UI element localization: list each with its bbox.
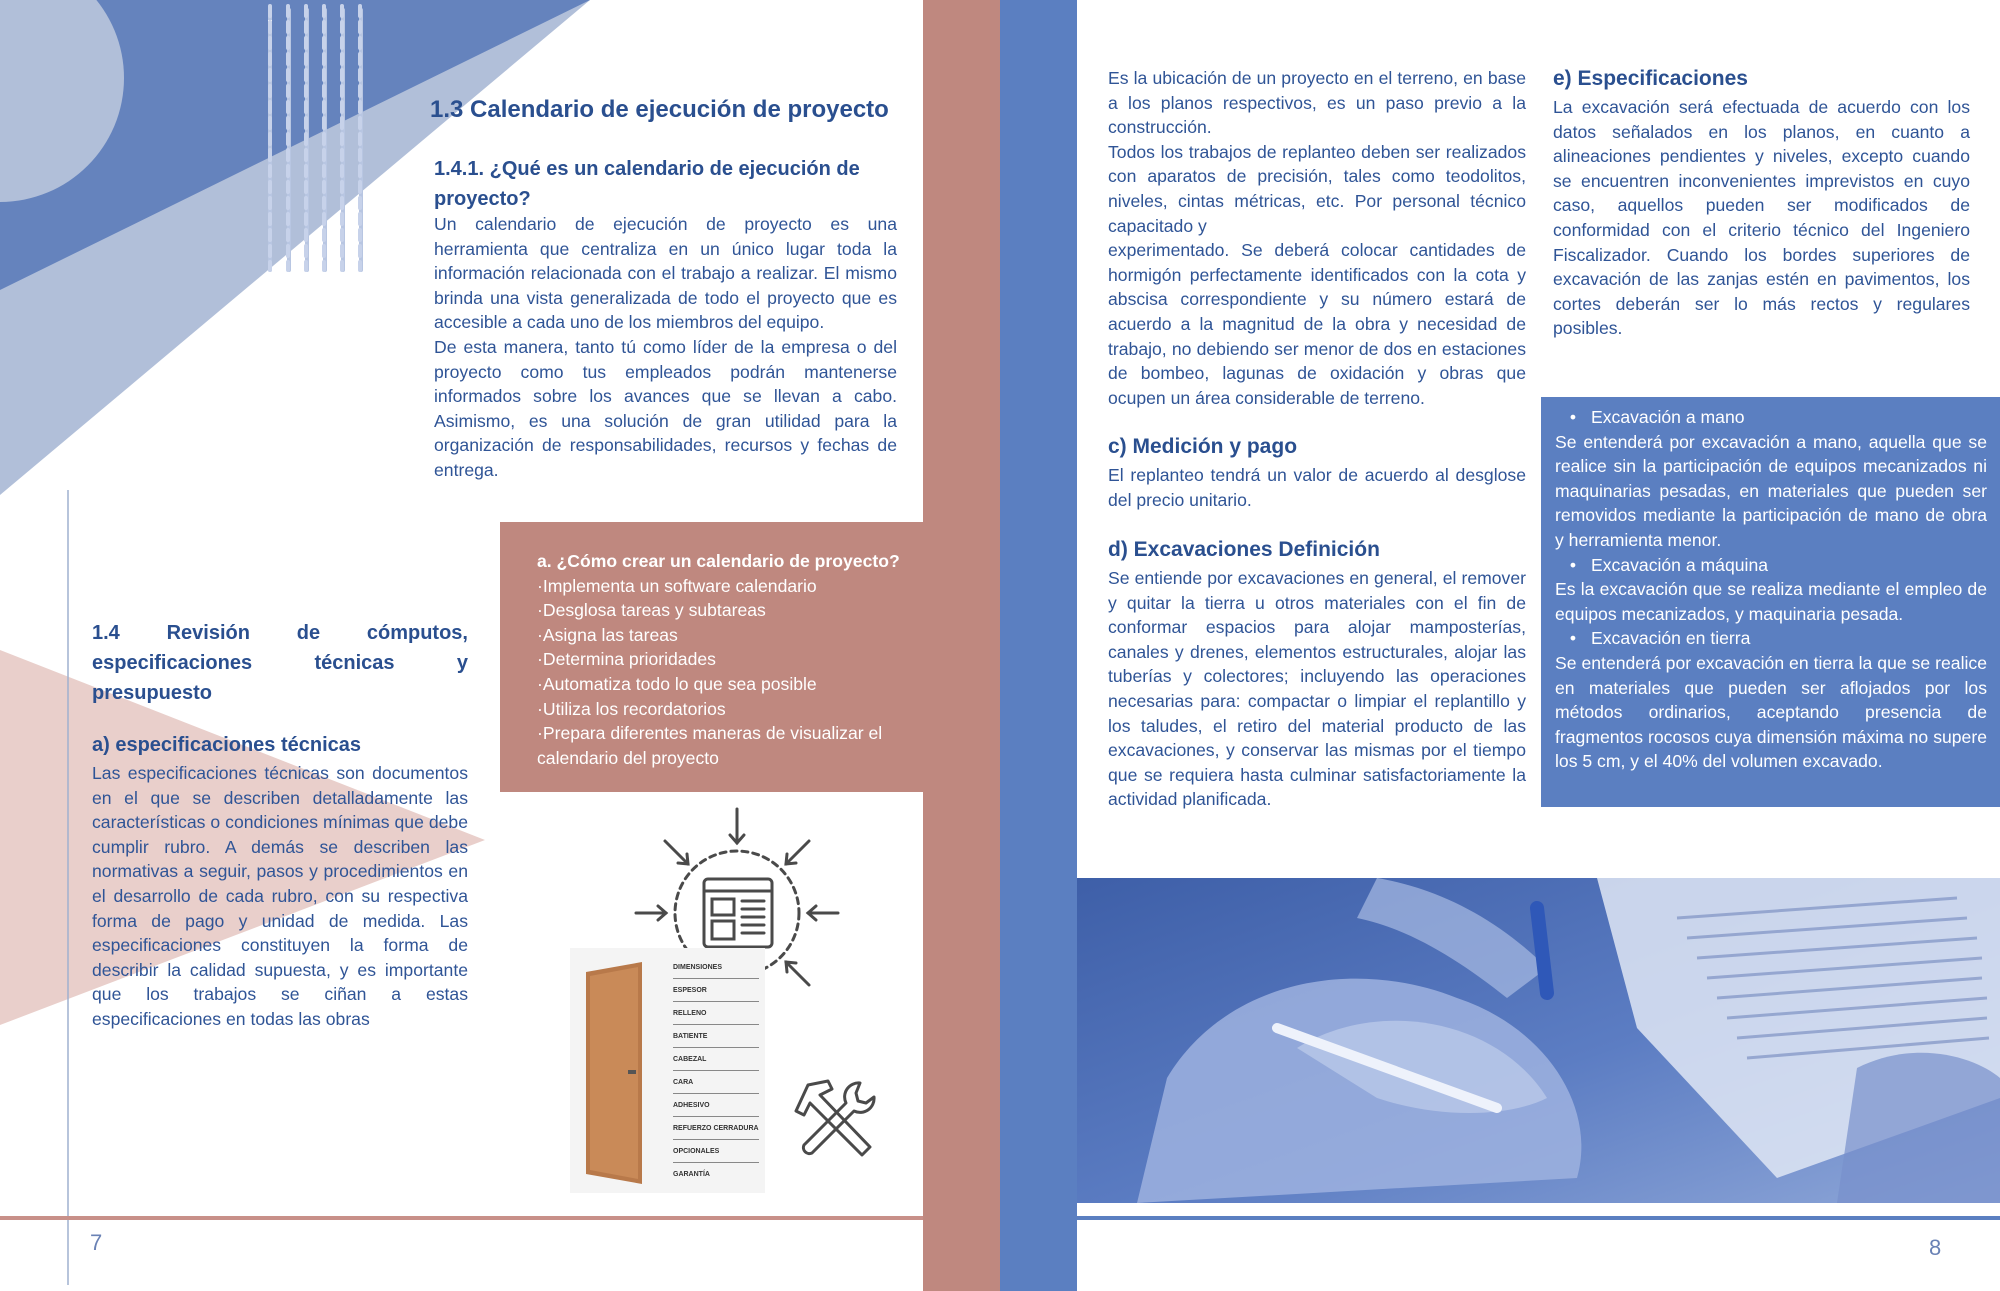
section-1-4-1-subtitle: 1.4.1. ¿Qué es un calendario de ejecución de proyecto? [434, 158, 860, 210]
section-1-4-title: 1.4 Revisión de cómputos, especificaciones técnicas y presupuesto [92, 622, 468, 704]
callout-item: ·Prepara diferentes maneras de visualizar el calendario del proyecto [537, 723, 883, 768]
door-spec-item: OPCIONALES [673, 1140, 759, 1163]
callout-content [537, 549, 911, 770]
door-spec-item: CABEZAL [673, 1048, 759, 1071]
door-spec-item: ADHESIVO [673, 1094, 759, 1117]
paragraph: Se entenderá por excavación a mano, aquella que se realice sin la participación de equipos mecanizados ni maquinarias pesadas, en materiales que pueden ser removidos mediante la participación de mano de obra y herramienta menor. [1555, 431, 1987, 550]
section-1-3-body [434, 212, 897, 483]
door-spec-item: ESPESOR [673, 979, 759, 1002]
replanteo-intro [1108, 66, 1526, 410]
door-spec-item: REFUERZO CERRADURA [673, 1117, 759, 1140]
especificaciones-title: e) Especificaciones [1553, 67, 1748, 90]
callout-item: ·Utiliza los recordatorios [537, 698, 726, 719]
door-specs-image [570, 948, 765, 1193]
especificaciones-subheading: a) especificaciones técnicas [92, 734, 362, 756]
callout-title: a. ¿Cómo crear un calendario de proyecto? [537, 551, 900, 571]
paragraph: Todos los trabajos de replanteo deben ser realizados con aparatos de precisión, tales como teodolitos, niveles, cintas métricas, etc. Por personal técnico capacitado y [1108, 141, 1526, 236]
door-icon [580, 962, 650, 1187]
paragraph: Es la ubicación de un proyecto en el terreno, en base a los planos respectivos, es un paso previo a la construcción. [1108, 68, 1526, 138]
paragraph: De esta manera, tanto tú como líder de la empresa o del proyecto como tus empleados podrán mantenerse informados sobre los avances que se llevan a cabo. Asimismo, es una solución de gran utilidad para la organización de responsabilidades, recursos y fechas de entrega. [434, 336, 897, 480]
spine-blue-stripe [1000, 0, 1077, 1291]
callout-item: ·Implementa un software calendario [537, 575, 817, 596]
callout-item: ·Asigna las tareas [537, 624, 678, 645]
excavation-types-box [1541, 397, 2000, 807]
paragraph: Se entenderá por excavación en tierra la que se realice en materiales que pueden ser aflojados por los métodos ordinarios, aceptando presencia de fragmentos rocosos cuya dimensión máxima no supere los 5 cm, y el 40% del volumen excavado. [1555, 652, 1987, 772]
callout-item: ·Determina prioridades [537, 649, 716, 670]
excavation-types-content [1555, 405, 1987, 774]
dotted-lines-decoration [262, 0, 372, 280]
bullet-excavacion-mano: • Excavación a mano [1555, 405, 1987, 430]
footer-line-right [1077, 1216, 2000, 1220]
especificaciones-text: La excavación será efectuada de acuerdo con los datos señalados en los planos, en cuanto a alineaciones pendientes y niveles, excepto cuando se encuentren inconvenientes imprevistos en cuyo caso, aquellos pueden ser modificados de conformidad con el criterio técnico del Ingeniero Fiscalizador. Cuando los bordes superiores de excavación de las zanjas estén en pavimentos, los cortes deberán ser lo más rectos y regulares posibles. [1553, 97, 1970, 339]
paragraph: Es la excavación que se realiza mediante el empleo de equipos mecanizados, y maquinaria pesada. [1555, 579, 1987, 624]
tools-icon [790, 1075, 890, 1175]
callout-box [500, 522, 923, 792]
hands-document-photo [1077, 878, 2000, 1203]
spine-rose-stripe [923, 0, 1000, 1291]
paragraph: Un calendario de ejecución de proyecto es una herramienta que centraliza en un único lugar toda la información relacionada con el trabajo a realizar. El mismo brinda una vista generalizada de todo el proyecto que es accesible a cada uno de los miembros del equipo. [434, 214, 897, 333]
medicion-pago-text: El replanteo tendrá un valor de acuerdo al desglose del precio unitario. [1108, 465, 1526, 510]
medicion-pago-title: c) Medición y pago [1108, 435, 1298, 458]
door-spec-item: GARANTÍA [673, 1171, 710, 1178]
section-1-3-title: 1.3 Calendario de ejecución de proyecto [430, 96, 889, 123]
callout-item: ·Automatiza todo lo que sea posible [537, 673, 817, 694]
paragraph: experimentado. Se deberá colocar cantidades de hormigón perfectamente identificados con la cota y abscisa correspondiente y su número estará de acuerdo a la magnitud de la obra y necesidad de trabajo, no debiendo ser menor de dos en estaciones de bombeo, lagunas de oxidación y obras que ocupen un área considerable de terreno. [1108, 240, 1526, 408]
excavaciones-definicion-title: d) Excavaciones Definición [1108, 538, 1380, 561]
door-spec-item: CARA [673, 1071, 759, 1094]
especificaciones-body: Las especificaciones técnicas son documentos en el que se describen detalladamente las características o condiciones mínimas que debe cumplir rubro. A demás se describen las normativas a seguir, pasos y procedimientos en el desarrollo de cada rubro, con su respectiva forma de pago y unidad de medida. Las especificaciones constituyen la forma de describir la calidad supuesta, y es importante que los trabajos se ciñan a estas especificaciones en todas las obras [92, 763, 468, 1029]
door-spec-item: BATIENTE [673, 1025, 759, 1048]
excavaciones-definicion-text: Se entiende por excavaciones en general, el remover y quitar la tierra u otros materiales con el fin de conformar espacios para alojar mamposterías, canales y drenes, elementos estructurales, alojar las tuberías y colectores; incluyendo las operaciones necesarias para: compactar o limpiar el replantillo y los taludes, el retiro del material producto de las excavaciones, y conservar las mismas por el tiempo que se requiera hasta culminar satisfactoriamente la actividad planificada. [1108, 568, 1526, 810]
page-number-left: 7 [90, 1230, 103, 1255]
bullet-excavacion-maquina: • Excavación a máquina [1555, 553, 1987, 578]
callout-item: ·Desglosa tareas y subtareas [537, 600, 766, 621]
page-number-right: 8 [1929, 1235, 1942, 1260]
door-spec-list [673, 956, 759, 1186]
door-spec-item: RELLENO [673, 1002, 759, 1025]
door-spec-item: DIMENSIONES [673, 956, 759, 979]
bullet-excavacion-tierra: • Excavación en tierra [1555, 626, 1987, 651]
